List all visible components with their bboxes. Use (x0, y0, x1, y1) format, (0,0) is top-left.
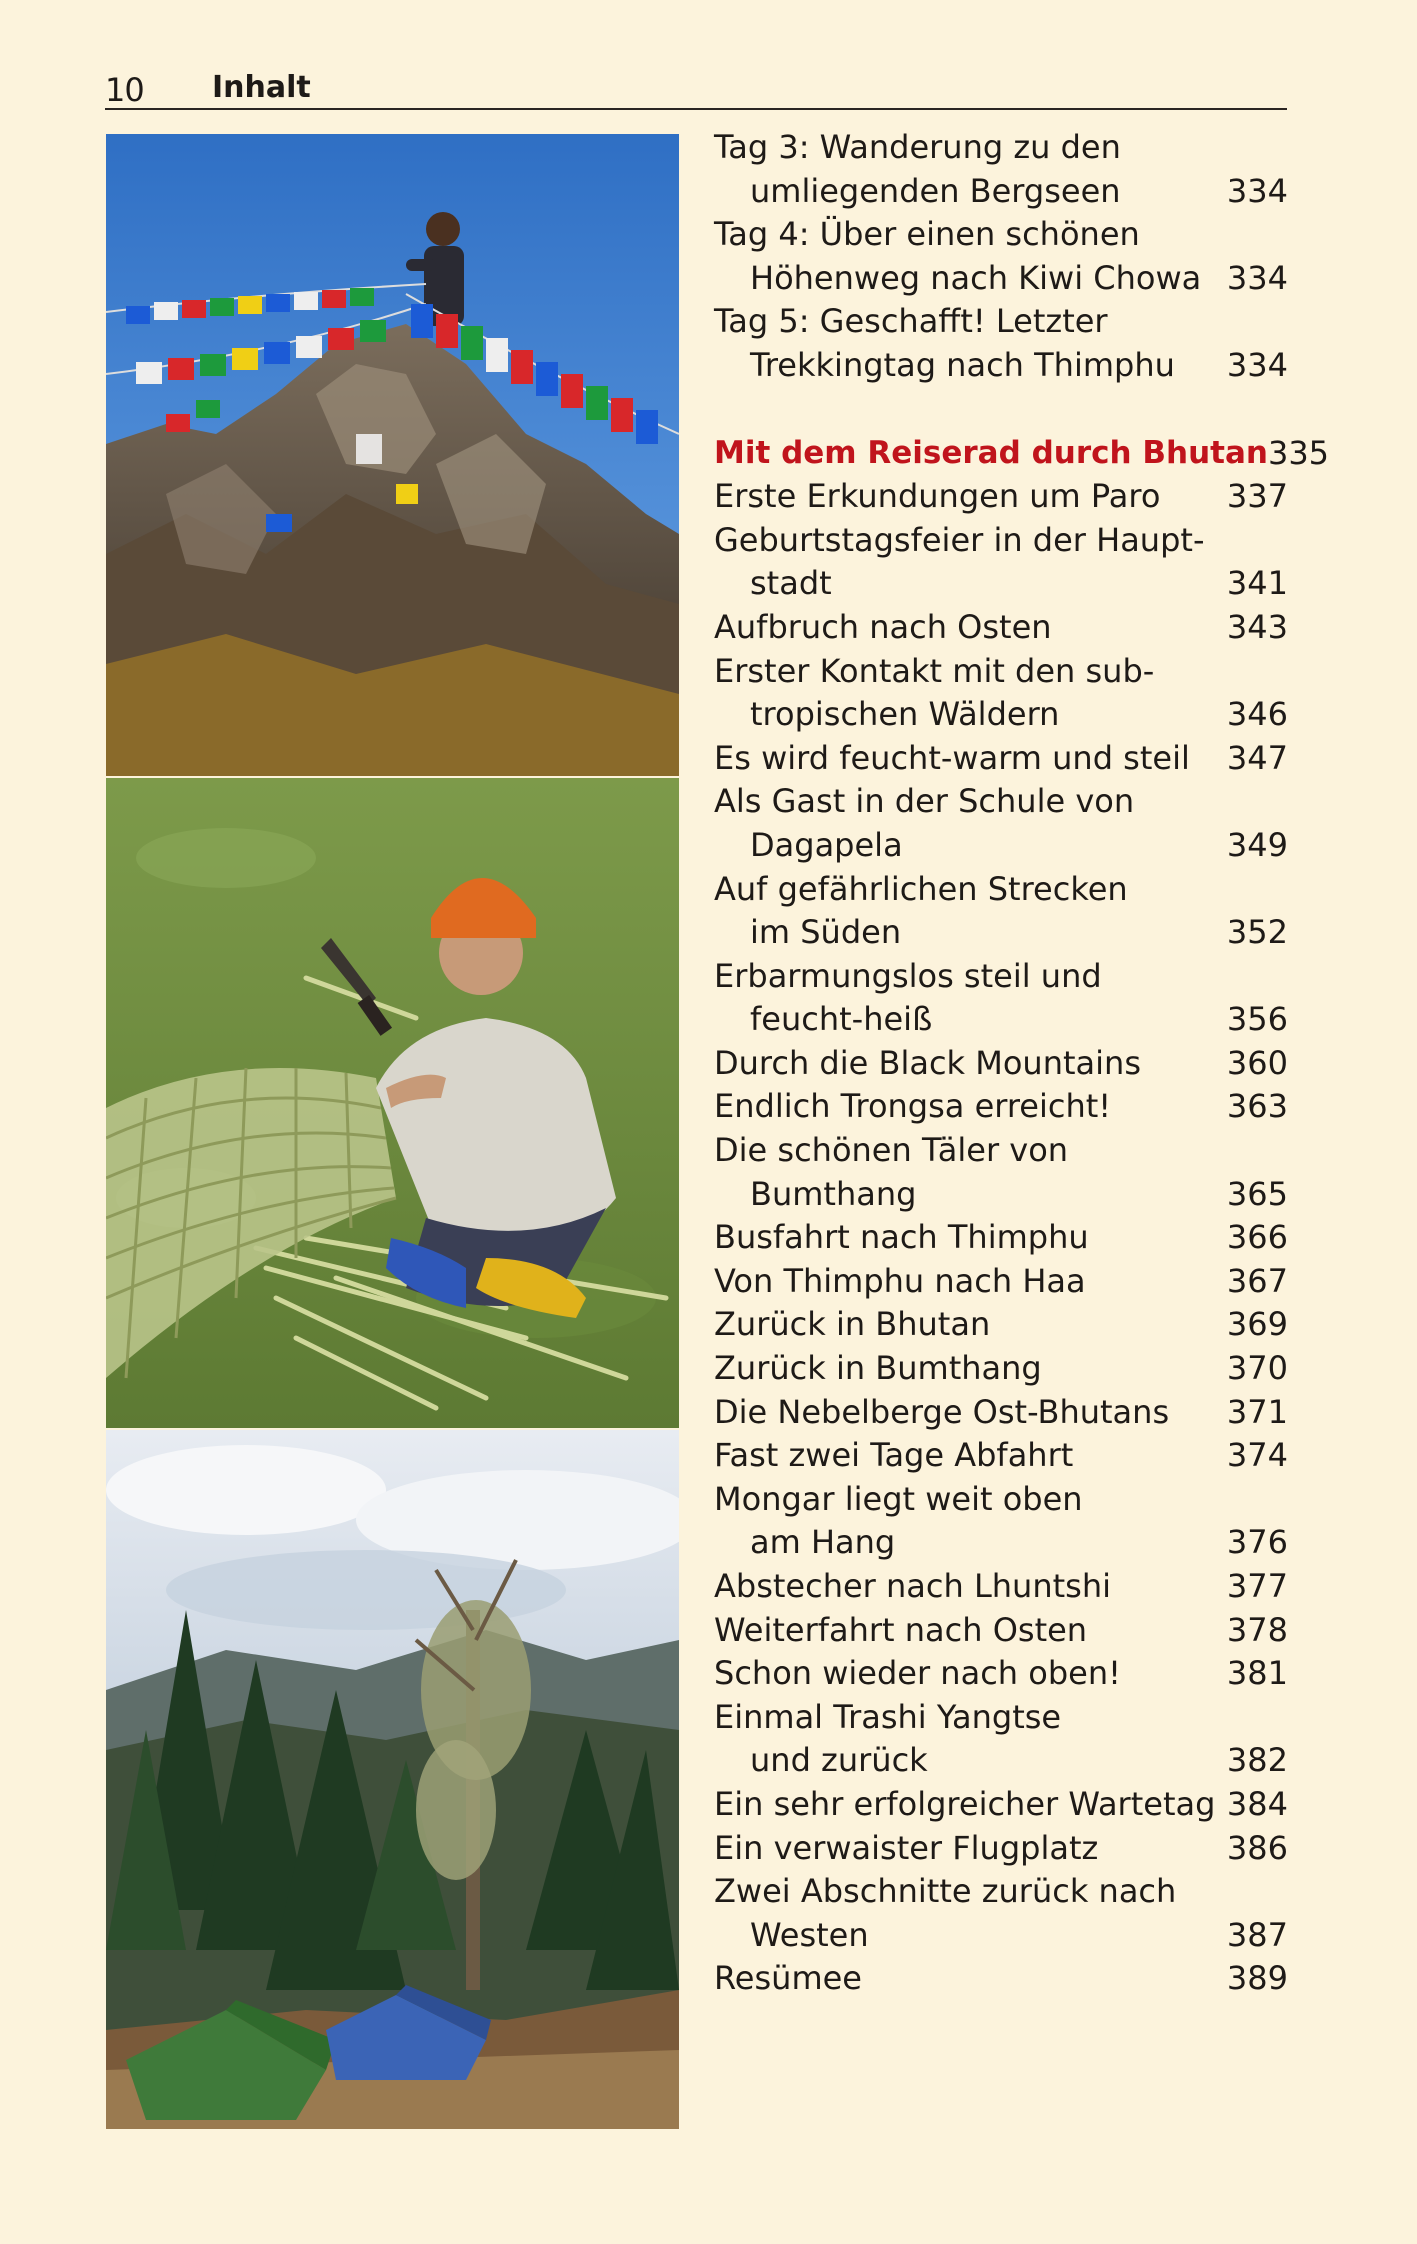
toc-entry (714, 780, 1288, 867)
toc-line (714, 1260, 1288, 1304)
toc-line (714, 432, 1330, 476)
toc-line (714, 257, 1288, 301)
toc-page-number: 334 (1226, 258, 1288, 297)
toc-entry (714, 1957, 1288, 2001)
toc-title: Westen (750, 1915, 869, 1954)
toc-entry (714, 1260, 1288, 1304)
prayer-flags-image (106, 134, 679, 776)
toc-title: Die Nebelberge Ost-Bhutans (714, 1392, 1170, 1431)
toc-page-number: 356 (1226, 1000, 1288, 1039)
toc-page-number: 343 (1226, 607, 1288, 646)
toc-line (714, 475, 1288, 519)
toc-entry (714, 955, 1288, 1042)
toc-title: Zurück in Bhutan (714, 1305, 991, 1344)
toc-line (714, 998, 1288, 1042)
toc-title: Erste Erkundungen um Paro (714, 477, 1161, 516)
section-title: Inhalt (212, 70, 311, 105)
toc-page-number: 347 (1226, 738, 1288, 777)
toc-line (714, 1478, 1288, 1522)
toc-line (714, 519, 1288, 563)
toc-title: Zwei Abschnitte zurück nach (714, 1872, 1177, 1911)
toc-line (714, 344, 1288, 388)
toc-entry (714, 1609, 1288, 1653)
toc-entry (714, 1652, 1288, 1696)
toc-line (714, 737, 1288, 781)
toc-line (714, 1434, 1288, 1478)
toc-entry (714, 300, 1288, 387)
toc-title: Resümee (714, 1959, 862, 1998)
toc-title: Auf gefährlichen Strecken (714, 869, 1128, 908)
toc-line (714, 868, 1288, 912)
toc-line (714, 1042, 1288, 1086)
toc-entry (714, 475, 1288, 519)
toc-line (714, 1216, 1288, 1260)
toc-entry (714, 1783, 1288, 1827)
toc-title: feucht-heiß (750, 1000, 933, 1039)
toc-title: Tag 3: Wanderung zu den (714, 128, 1121, 166)
toc-entry (714, 650, 1288, 737)
toc-line (714, 1085, 1288, 1129)
toc-title: Es wird feucht-warm und steil (714, 738, 1190, 777)
toc-line (714, 300, 1288, 344)
toc-title: und zurück (750, 1741, 928, 1780)
photo-forest-camp (106, 1430, 679, 2129)
toc-line (714, 1129, 1288, 1173)
toc-entry (714, 606, 1288, 650)
chapter-title: Mit dem Reiserad durch Bhutan (714, 434, 1268, 471)
toc-page-number: 369 (1226, 1305, 1288, 1344)
toc-title: Als Gast in der Schule von (714, 782, 1135, 821)
toc-line (714, 955, 1288, 999)
toc-entry (714, 1347, 1288, 1391)
toc-title: Die schönen Täler von (714, 1131, 1069, 1170)
toc-line (714, 1739, 1288, 1783)
photo-prayer-flags (106, 134, 679, 776)
toc-page-number: 334 (1226, 345, 1288, 384)
toc-line (714, 1783, 1288, 1827)
toc-title: Endlich Trongsa erreicht! (714, 1087, 1112, 1126)
toc-entry (714, 1042, 1288, 1086)
toc-title: Mongar liegt weit oben (714, 1479, 1083, 1518)
toc-line (714, 1914, 1288, 1958)
toc-line (714, 911, 1288, 955)
toc-line (714, 1609, 1288, 1653)
toc-page-number: 389 (1226, 1959, 1288, 1998)
chapter-heading (714, 432, 1330, 476)
toc-title: Ein verwaister Flugplatz (714, 1828, 1099, 1867)
toc-line (714, 1391, 1288, 1435)
toc-line (714, 213, 1288, 257)
toc-title: Abstecher nach Lhuntshi (714, 1567, 1111, 1605)
toc-entry (714, 1216, 1288, 1260)
toc-page-number: 384 (1226, 1784, 1288, 1823)
toc-page-number: 376 (1226, 1523, 1288, 1562)
toc-title: im Süden (750, 913, 902, 952)
toc-page-number: 365 (1226, 1174, 1288, 1213)
toc-page-number: 341 (1226, 564, 1288, 603)
toc-line (714, 824, 1288, 868)
toc-title: Höhenweg nach Kiwi Chowa (750, 258, 1202, 297)
toc-line (714, 1957, 1288, 2001)
toc-title: Trekkingtag nach Thimphu (750, 345, 1175, 384)
toc-title: Fast zwei Tage Abfahrt (714, 1436, 1074, 1475)
toc-title: Durch die Black Mountains (714, 1043, 1141, 1082)
toc-title: stadt (750, 564, 832, 603)
toc-page-number: 374 (1226, 1436, 1288, 1475)
page-number: 10 (105, 71, 144, 109)
toc-page-number: 367 (1226, 1261, 1288, 1300)
toc-title: am Hang (750, 1523, 896, 1562)
toc-page-number: 378 (1226, 1610, 1288, 1649)
toc-line (714, 1521, 1288, 1565)
forest-camp-image (106, 1430, 679, 2129)
basket-weaver-image (106, 778, 679, 1428)
toc-line (714, 1565, 1288, 1609)
toc-title: Schon wieder nach oben! (714, 1654, 1121, 1693)
toc-title: Tag 4: Über einen schönen (714, 215, 1140, 254)
toc-page-number: 334 (1226, 171, 1288, 210)
toc-line (714, 562, 1288, 606)
toc-page-number: 387 (1226, 1915, 1288, 1954)
toc-entry (714, 213, 1288, 300)
toc-entry (714, 737, 1288, 781)
toc-title: Einmal Trashi Yangtse (714, 1697, 1062, 1736)
toc-line (714, 170, 1288, 214)
toc-entry (714, 1696, 1288, 1783)
toc-line (714, 1696, 1288, 1740)
page-header (105, 64, 1287, 110)
toc-page-number: 363 (1226, 1087, 1288, 1126)
toc-entry (714, 126, 1288, 213)
toc-title: Tag 5: Geschafft! Letzter (714, 302, 1108, 341)
toc-title: Aufbruch nach Osten (714, 607, 1052, 646)
photo-column (106, 134, 679, 2129)
toc-entry (714, 1085, 1288, 1129)
toc-page-number: 371 (1226, 1392, 1288, 1431)
toc-page-number: 366 (1226, 1218, 1288, 1257)
toc-entry (714, 868, 1288, 955)
toc-title: Zurück in Bumthang (714, 1349, 1042, 1388)
toc-page-number: 352 (1226, 913, 1288, 952)
toc-entry (714, 1478, 1288, 1565)
toc-title: umliegenden Bergseen (750, 171, 1121, 210)
table-of-contents (714, 126, 1330, 2001)
toc-entry (714, 1565, 1288, 1609)
toc-line (714, 1652, 1288, 1696)
toc-line (714, 1347, 1288, 1391)
toc-page-number: 386 (1226, 1828, 1288, 1867)
toc-page-number: 370 (1226, 1349, 1288, 1388)
toc-line (714, 126, 1288, 170)
photo-basket-weaver (106, 778, 679, 1428)
toc-page-number: 377 (1226, 1567, 1288, 1605)
toc-title: tropischen Wäldern (750, 695, 1060, 734)
toc-line (714, 1827, 1288, 1871)
toc-title: Bumthang (750, 1174, 917, 1213)
toc-title: Erster Kontakt mit den sub- (714, 651, 1155, 690)
toc-gap (714, 388, 1288, 432)
toc-line (714, 1173, 1288, 1217)
toc-page-number: 349 (1226, 825, 1288, 864)
toc-line (714, 1303, 1288, 1347)
toc-title: Weiterfahrt nach Osten (714, 1610, 1088, 1649)
toc-page-number: 381 (1226, 1654, 1288, 1693)
toc-title: Dagapela (750, 825, 903, 864)
toc-page-number: 335 (1267, 433, 1330, 472)
toc-title: Erbarmungslos steil und (714, 956, 1102, 995)
toc-line (714, 1870, 1288, 1914)
toc-title: Busfahrt nach Thimphu (714, 1218, 1089, 1257)
toc-entry (714, 1129, 1288, 1216)
toc-entry (714, 1870, 1288, 1957)
toc-line (714, 780, 1288, 824)
toc-line (714, 693, 1288, 737)
toc-entry (714, 1391, 1288, 1435)
toc-entry (714, 1827, 1288, 1871)
toc-page-number: 337 (1226, 477, 1288, 516)
toc-entry (714, 1434, 1288, 1478)
toc-page-number: 346 (1226, 695, 1288, 734)
toc-title: Von Thimphu nach Haa (714, 1261, 1086, 1300)
toc-page-number: 360 (1226, 1043, 1288, 1082)
toc-entry (714, 1303, 1288, 1347)
toc-title: Ein sehr erfolgreicher Wartetag (714, 1784, 1216, 1823)
toc-line (714, 650, 1288, 694)
toc-entry (714, 519, 1288, 606)
toc-line (714, 606, 1288, 650)
toc-title: Geburtstagsfeier in der Haupt- (714, 520, 1205, 559)
toc-page-number: 382 (1226, 1741, 1288, 1780)
